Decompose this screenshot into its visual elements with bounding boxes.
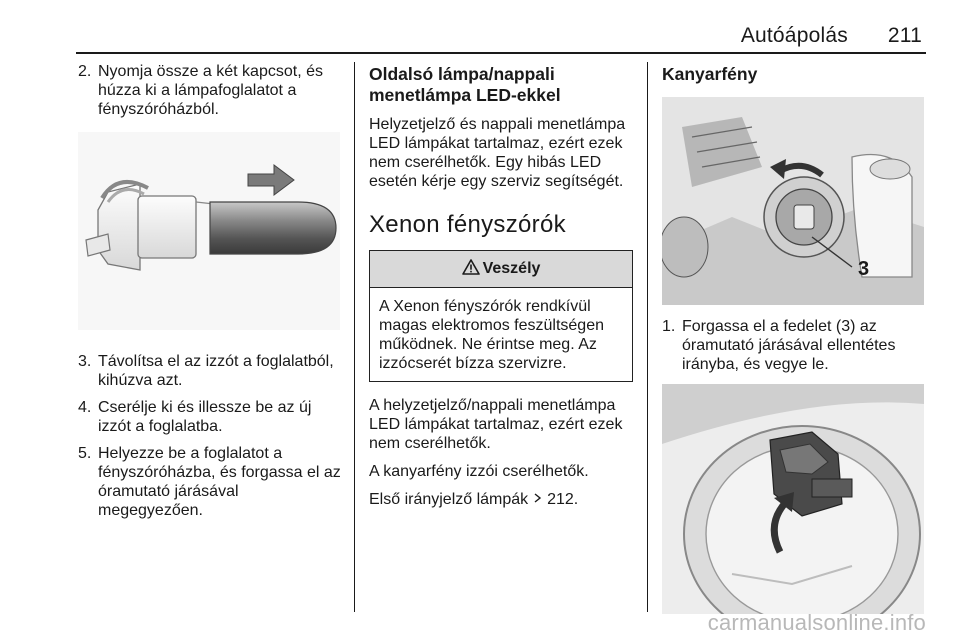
- cornering-light-cover-illustration: [662, 97, 924, 305]
- step-5: [78, 444, 346, 520]
- step-number: 3.: [78, 353, 92, 370]
- cornering-bulb-illustration: [662, 384, 924, 614]
- step-text: Távolítsa el az izzót a foglalatból, kihúzva azt.: [98, 353, 334, 389]
- step-2: [78, 62, 346, 119]
- step-text: Helyezze be a foglalatot a fényszóróházba, és forgassa el az óramutató járásával megegyezően.: [98, 445, 341, 519]
- column-middle: [369, 62, 633, 518]
- step-1: [662, 317, 924, 374]
- section-heading-led: Oldalsó lámpa/nappali menetlámpa LED-ekkel: [369, 64, 561, 105]
- step-text: Nyomja össze a két kapcsot, és húzza ki a lámpafoglalatot a fényszóróházból.: [98, 63, 323, 118]
- section-heading-xenon: Xenon fényszórók: [369, 211, 566, 238]
- warning-header: [370, 251, 632, 288]
- step-number: 1.: [662, 318, 676, 335]
- step-text: Cserélje ki és illessze be az új izzót a foglalatba.: [98, 399, 312, 435]
- paragraph-1: A helyzetjelző/nappali menetlámpa LED lámpákat tartalmaz, ezért ezek nem cserélhetők.: [369, 397, 623, 452]
- header-rule: [76, 52, 926, 54]
- step-number: 4.: [78, 399, 92, 416]
- bulb-socket-illustration: [78, 132, 340, 330]
- step-3: [78, 352, 346, 390]
- cross-reference-page[interactable]: 212.: [547, 491, 579, 508]
- watermark: carmanualsonline.info: [707, 610, 926, 635]
- warning-text: A Xenon fényszórók rendkívül magas elektromos feszültségen működnek. Ne érintse meg. Az izzócserét bízza szervizre.: [379, 298, 604, 372]
- column-right: [662, 62, 924, 614]
- figure-callout-label: 3: [858, 258, 870, 280]
- column-left: [78, 62, 346, 528]
- warning-box: [369, 250, 633, 382]
- column-divider: [647, 62, 648, 612]
- step-number: 5.: [78, 445, 92, 462]
- warning-title: Veszély: [482, 260, 541, 277]
- paragraph-2: A kanyarfény izzói cserélhetők.: [369, 463, 589, 480]
- cross-reference-text: Első irányjelző lámpák: [369, 491, 529, 508]
- section-title: Autóápolás: [740, 24, 848, 47]
- reference-arrow-icon: [533, 490, 543, 509]
- paragraph-led: Helyzetjelző és nappali menetlámpa LED lámpákat tartalmaz, ezért ezek nem cserélhetők. Egy hibás LED esetén kérje egy szerviz segítségét.: [369, 116, 626, 190]
- step-4: [78, 398, 346, 436]
- paragraph-3: [369, 490, 633, 509]
- step-text: Forgassa el a fedelet (3) az óramutató járásával ellentétes irányba, és vegye le.: [682, 318, 896, 373]
- column-divider: [354, 62, 355, 612]
- page-header: [741, 24, 922, 48]
- page-number: 211: [887, 24, 922, 47]
- warning-triangle-icon: [462, 259, 480, 280]
- section-heading-cornering: Kanyarfény: [662, 64, 758, 84]
- step-number: 2.: [78, 63, 92, 80]
